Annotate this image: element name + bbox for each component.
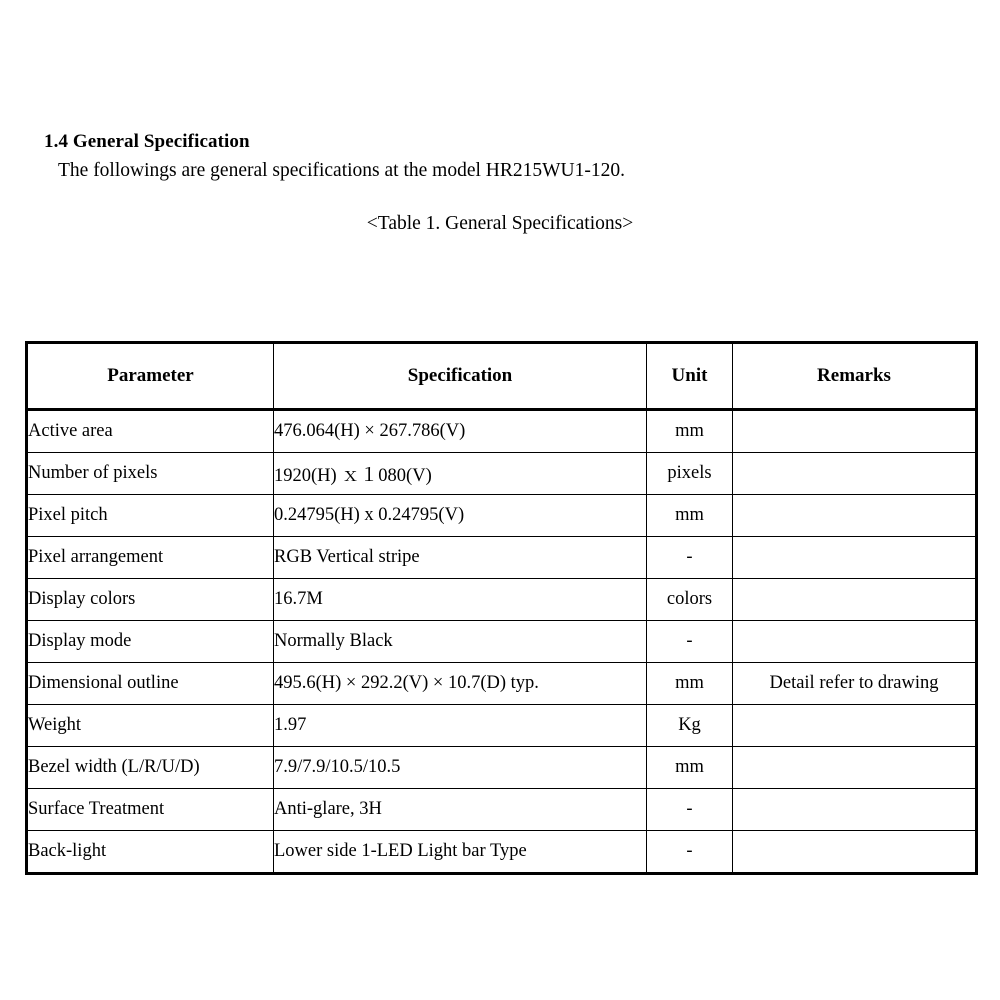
cell-parameter: Pixel pitch bbox=[27, 495, 274, 537]
table-row bbox=[27, 579, 977, 621]
cell-unit: mm bbox=[647, 663, 733, 705]
cell-specification: Normally Black bbox=[274, 621, 647, 663]
table-row bbox=[27, 831, 977, 874]
cell-remarks bbox=[733, 621, 977, 663]
cell-remarks bbox=[733, 747, 977, 789]
cell-parameter: Number of pixels bbox=[27, 453, 274, 495]
cell-specification: Anti-glare, 3H bbox=[274, 789, 647, 831]
cell-remarks bbox=[733, 579, 977, 621]
section-heading: 1.4 General Specification bbox=[44, 131, 250, 152]
table-row bbox=[27, 410, 977, 453]
cell-specification: 476.064(H) × 267.786(V) bbox=[274, 410, 647, 453]
table-caption: <Table 1. General Specifications> bbox=[366, 213, 634, 234]
cell-remarks bbox=[733, 453, 977, 495]
cell-remarks bbox=[733, 410, 977, 453]
cell-parameter: Bezel width (L/R/U/D) bbox=[27, 747, 274, 789]
column-header-unit: Unit bbox=[647, 343, 733, 410]
cell-parameter: Pixel arrangement bbox=[27, 537, 274, 579]
cell-remarks bbox=[733, 705, 977, 747]
cell-parameter: Surface Treatment bbox=[27, 789, 274, 831]
cell-remarks: Detail refer to drawing bbox=[733, 663, 977, 705]
cell-remarks bbox=[733, 495, 977, 537]
general-specifications-table bbox=[25, 341, 978, 875]
table-body bbox=[27, 410, 977, 874]
cell-parameter: Display colors bbox=[27, 579, 274, 621]
section-intro-paragraph bbox=[44, 160, 625, 182]
cell-unit: mm bbox=[647, 747, 733, 789]
cell-specification: 495.6(H) × 292.2(V) × 10.7(D) typ. bbox=[274, 663, 647, 705]
table-row bbox=[27, 537, 977, 579]
cell-unit: - bbox=[647, 537, 733, 579]
column-header-parameter: Parameter bbox=[27, 343, 274, 410]
cell-unit: pixels bbox=[647, 453, 733, 495]
cell-specification: 16.7M bbox=[274, 579, 647, 621]
table-header bbox=[27, 343, 977, 410]
cell-unit: colors bbox=[647, 579, 733, 621]
table-row bbox=[27, 663, 977, 705]
table-row bbox=[27, 705, 977, 747]
cell-specification: RGB Vertical stripe bbox=[274, 537, 647, 579]
table-header-row bbox=[27, 343, 977, 410]
cell-remarks bbox=[733, 537, 977, 579]
cell-remarks bbox=[733, 831, 977, 874]
cell-unit: mm bbox=[647, 495, 733, 537]
table-row bbox=[27, 747, 977, 789]
specification-table-container bbox=[25, 341, 975, 875]
cell-parameter: Back-light bbox=[27, 831, 274, 874]
cell-parameter: Active area bbox=[27, 410, 274, 453]
cell-parameter: Weight bbox=[27, 705, 274, 747]
cell-specification: 0.24795(H) x 0.24795(V) bbox=[274, 495, 647, 537]
cell-parameter: Display mode bbox=[27, 621, 274, 663]
cell-unit: mm bbox=[647, 410, 733, 453]
cell-unit: Kg bbox=[647, 705, 733, 747]
cell-unit: - bbox=[647, 831, 733, 874]
table-row bbox=[27, 453, 977, 495]
cell-unit: - bbox=[647, 789, 733, 831]
column-header-remarks: Remarks bbox=[733, 343, 977, 410]
cell-specification: 1.97 bbox=[274, 705, 647, 747]
cell-specification: 1920(H) ｘ１080(V) bbox=[274, 453, 647, 495]
cell-specification: 7.9/7.9/10.5/10.5 bbox=[274, 747, 647, 789]
cell-specification: Lower side 1-LED Light bar Type bbox=[274, 831, 647, 874]
cell-unit: - bbox=[647, 621, 733, 663]
table-row bbox=[27, 495, 977, 537]
table-row bbox=[27, 789, 977, 831]
cell-parameter: Dimensional outline bbox=[27, 663, 274, 705]
column-header-specification: Specification bbox=[274, 343, 647, 410]
table-row bbox=[27, 621, 977, 663]
cell-remarks bbox=[733, 789, 977, 831]
section-intro-text: The followings are general specifications at the model HR215WU1-120. bbox=[58, 160, 625, 181]
